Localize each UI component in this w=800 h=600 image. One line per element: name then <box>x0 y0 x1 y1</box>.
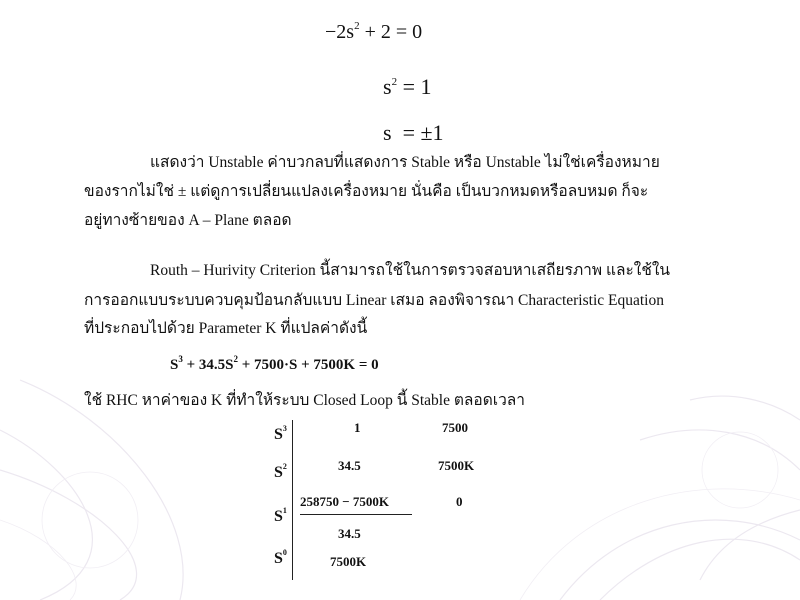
routh-cell: 7500K <box>438 458 475 473</box>
eq2-exponent: 2 <box>391 76 398 88</box>
char-eq-part3: + 7500·S + 7500K = 0 <box>237 357 379 373</box>
routh-cell: 7500 <box>442 420 468 435</box>
char-eq-exp1: 3 <box>178 354 183 364</box>
eq1-base: −2s <box>325 21 355 43</box>
routh-cell-numerator: 258750 − 7500K <box>300 494 390 509</box>
routh-row-power: $S^0$ <box>274 548 287 567</box>
characteristic-equation <box>170 354 379 374</box>
paragraph2-line3: ที่ประกอบไปด้วย Parameter K ที่แปลค่าดังนี้ <box>84 320 368 337</box>
eq1-rest: + 2 = 0 <box>359 21 423 43</box>
routh-cell: 34.5 <box>338 458 361 473</box>
equation-s2-equals-1 <box>383 74 431 100</box>
equation-s-equals-pm1 <box>383 120 444 146</box>
eq1-exponent: 2 <box>354 20 360 32</box>
eq2-rest: = 1 <box>397 74 432 99</box>
eq2-base: s <box>383 74 392 99</box>
routh-cell: 0 <box>456 494 463 509</box>
paragraph1-line1: แสดงว่า Unstable ค่าบวกลบที่แสดงการ Stable หรือ Unstable ไม่ใช่เครื่องหมาย <box>150 154 660 171</box>
paragraph2-line1: Routh – Hurivity Criterion นี้สามารถใช้ในการตรวจสอบหาเสถียรภาพ และใช้ใน <box>150 262 671 279</box>
routh-table <box>270 420 530 580</box>
routh-row-power: $S^1$ <box>274 506 287 525</box>
routh-cell-denominator: 34.5 <box>338 526 361 541</box>
routh-cell: 1 <box>354 420 361 435</box>
char-eq-part2: + 34.5S <box>182 357 234 373</box>
routh-row-power: $S^2$ <box>274 462 287 481</box>
eq3-rest: = ±1 <box>391 120 444 145</box>
routh-row-power: $S^3$ <box>274 424 287 443</box>
paragraph1-line2: ของรากไม่ใช่ ± แต่ดูการเปลี่ยนแปลงเครื่องหมาย นั่นคือ เป็นบวกหมดหรือลบหมด ก็จะ <box>84 183 649 200</box>
routh-table-divider <box>292 420 293 580</box>
routh-cell: 7500K <box>330 554 367 569</box>
routh-fraction-bar <box>300 514 412 515</box>
char-eq-part1: S <box>170 357 179 373</box>
eq3-base: s <box>383 120 392 145</box>
paragraph1-line3: อยู่ทางซ้ายของ A – Plane ตลอด <box>84 212 292 229</box>
char-eq-exp2: 2 <box>233 354 238 364</box>
paragraph2-line2: การออกแบบระบบควบคุมป้อนกลับแบบ Linear เสมอ ลองพิจารณา Characteristic Equation <box>84 292 664 309</box>
equation-neg2s2-plus2 <box>325 20 422 44</box>
instruction-line: ใช้ RHC หาค่าของ K ที่ทำให้ระบบ Closed Loop นี้ Stable ตลอดเวลา <box>84 392 526 409</box>
